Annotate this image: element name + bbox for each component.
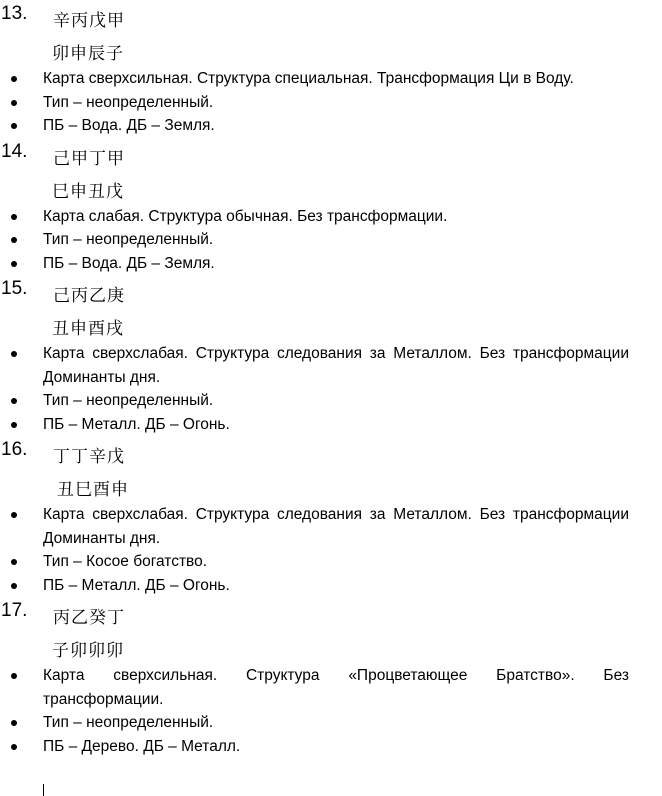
bullet-icon — [11, 583, 17, 589]
entry-number: 17. — [1, 600, 28, 621]
entry-branches-row — [0, 630, 662, 664]
bullet-icon — [11, 422, 17, 428]
list-item — [0, 735, 662, 759]
list-item — [0, 413, 662, 437]
list-item-text: ПБ – Дерево. ДБ – Металл. — [43, 737, 241, 755]
bullet-icon — [11, 398, 17, 404]
entry-header — [0, 275, 662, 308]
list-item-text: Карта сверхсильная. Структура специальная. Трансформация Ци в Воду. — [43, 70, 574, 87]
bullet-icon — [11, 237, 17, 243]
list-item-text: ПБ – Металл. ДБ – Огонь. — [43, 576, 230, 594]
entry-header — [0, 436, 662, 469]
bullet-icon — [11, 214, 17, 220]
earthly-branches: 子卯卯卯 — [52, 641, 124, 661]
entry-branches-row — [0, 171, 662, 205]
list-item — [0, 550, 662, 574]
bullet-icon — [11, 744, 17, 750]
text-cursor[interactable] — [43, 784, 44, 796]
list-item-text: Тип – неопределенный. — [43, 93, 214, 111]
bullet-icon — [11, 720, 17, 726]
bullet-list — [0, 342, 662, 436]
list-item — [0, 664, 662, 711]
earthly-branches: 卯申辰子 — [52, 44, 124, 64]
list-item-text: Карта слабая. Структура обычная. Без трансформации. — [43, 207, 448, 225]
list-item-text: Тип – неопределенный. — [43, 231, 214, 248]
bullet-list — [0, 503, 662, 597]
list-item-text: ПБ – Вода. ДБ – Земля. — [43, 117, 215, 134]
list-item-text: Карта сверхсильная. Структура «Процветающее Братство». Без трансформации. — [43, 667, 629, 708]
bullet-icon — [11, 512, 17, 518]
entry-header — [0, 597, 662, 630]
list-item-text: ПБ – Вода. ДБ – Земля. — [43, 254, 215, 272]
list-item-text: Тип – неопределенный. — [43, 714, 214, 731]
heavenly-stems: 己丙乙庚 — [53, 286, 125, 306]
bullet-list — [0, 664, 662, 758]
list-item — [0, 67, 662, 91]
bullet-icon — [11, 123, 17, 129]
earthly-branches: 丑申酉戌 — [52, 319, 124, 339]
heavenly-stems: 己甲丁甲 — [53, 148, 125, 169]
list-item — [0, 205, 662, 229]
heavenly-stems: 丁丁辛戊 — [53, 447, 125, 467]
list-item — [0, 574, 662, 598]
list-item — [0, 228, 662, 252]
list-item-text: Карта сверхслабая. Структура следования за Металлом. Без трансформации Доминанты дня. — [43, 506, 629, 547]
bullet-icon — [11, 351, 17, 357]
entry-number: 16. — [1, 439, 28, 460]
bullet-icon — [11, 673, 17, 679]
list-item — [0, 91, 662, 115]
bullet-list — [0, 67, 662, 138]
entry-branches-row — [0, 469, 662, 503]
list-item — [0, 389, 662, 413]
earthly-branches: 巳申丑戊 — [52, 181, 124, 202]
heavenly-stems: 辛丙戊甲 — [53, 11, 125, 31]
entry-number: 15. — [1, 278, 28, 299]
list-item — [0, 503, 662, 550]
entry-13 — [0, 0, 662, 138]
bullet-icon — [11, 76, 17, 82]
bullet-icon — [11, 559, 17, 565]
entry-branches-row — [0, 308, 662, 342]
entry-number: 14. — [1, 140, 28, 162]
list-item — [0, 252, 662, 276]
entry-14 — [0, 138, 662, 276]
list-item — [0, 342, 662, 389]
heavenly-stems: 丙乙癸丁 — [53, 608, 125, 628]
list-item-text: Карта сверхслабая. Структура следования за Металлом. Без трансформации Доминанты дня. — [43, 345, 629, 386]
list-item — [0, 711, 662, 735]
entry-17 — [0, 597, 662, 758]
earthly-branches: 丑巳酉申 — [57, 480, 129, 500]
list-item — [0, 114, 662, 138]
bullet-list — [0, 205, 662, 276]
bullet-icon — [11, 100, 17, 106]
entry-branches-row — [0, 33, 662, 67]
list-item-text: Тип – неопределенный. — [43, 392, 214, 409]
entry-header — [0, 0, 662, 33]
entry-number: 13. — [1, 3, 28, 24]
bullet-icon — [11, 261, 17, 267]
entry-header — [0, 138, 662, 171]
entry-15 — [0, 275, 662, 436]
list-item-text: Тип – Косое богатство. — [43, 553, 208, 570]
entry-16 — [0, 436, 662, 597]
list-item-text: ПБ – Металл. ДБ – Огонь. — [43, 415, 230, 433]
